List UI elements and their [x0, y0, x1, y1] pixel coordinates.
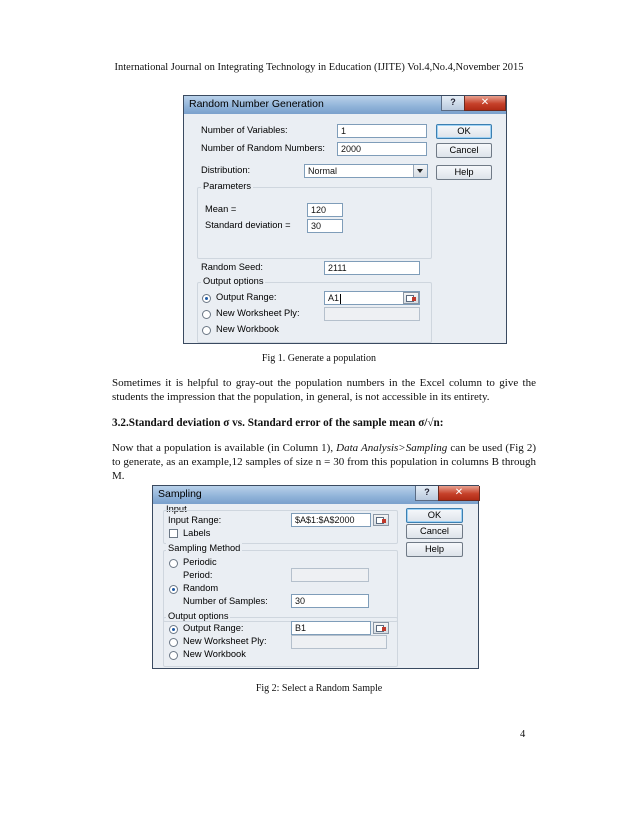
- heading-text: 3.2.Standard deviation σ vs. Standard error of the sample mean: [112, 417, 419, 429]
- ok-button[interactable]: OK: [436, 124, 492, 139]
- output-range-value: A1: [328, 293, 340, 303]
- dialog-titlebar: [153, 486, 478, 504]
- new-workbook-label: New Workbook: [183, 649, 246, 659]
- dialog-title: Random Number Generation: [189, 98, 324, 110]
- paragraph-2: [112, 441, 536, 483]
- input-range-label: Input Range:: [168, 515, 222, 525]
- figure-2-caption: Fig 2: Select a Random Sample: [255, 683, 383, 694]
- dialog-title: Sampling: [158, 488, 202, 500]
- distribution-value: Normal: [308, 166, 338, 176]
- labels-checkbox[interactable]: [169, 529, 178, 538]
- para2-menu-path: Data Analysis>Sampling: [336, 442, 448, 454]
- mean-input[interactable]: 120: [307, 203, 343, 217]
- seed-input[interactable]: 2111: [324, 261, 420, 275]
- heading-suffix: :: [439, 417, 444, 429]
- paragraph-1: Sometimes it is helpful to gray-out the population numbers in the Excel column to give the students the impression that the population, in general, is not accessible in its entirety.: [112, 377, 536, 403]
- random-number-generation-dialog: [183, 95, 507, 344]
- close-icon[interactable]: ✕: [464, 96, 506, 111]
- output-range-label: Output Range:: [216, 292, 277, 302]
- sd-input[interactable]: 30: [307, 219, 343, 233]
- new-workbook-radio[interactable]: [169, 651, 178, 660]
- labels-label: Labels: [183, 528, 211, 538]
- range-select-icon[interactable]: [373, 514, 389, 526]
- cancel-button[interactable]: Cancel: [406, 524, 463, 539]
- sd-label: Standard deviation =: [205, 220, 291, 230]
- random-radio[interactable]: [169, 585, 178, 594]
- new-workbook-radio[interactable]: [202, 326, 211, 335]
- output-options-label: Output options: [168, 611, 229, 621]
- dialog-body: [153, 504, 478, 668]
- journal-header: International Journal on Integrating Technology in Education (IJITE) Vol.4,No.4,November 2015: [114, 62, 524, 73]
- para2-part2: can be used (Fig 2) to generate, as an example,12 samples of size n = 30 from this population in columns B through M.: [112, 442, 537, 482]
- range-select-icon[interactable]: [373, 622, 389, 634]
- new-workbook-label: New Workbook: [216, 324, 279, 334]
- parameters-label: Parameters: [203, 181, 252, 191]
- section-heading: [112, 417, 444, 429]
- output-range-radio[interactable]: [202, 294, 211, 303]
- num-random-input[interactable]: 2000: [337, 142, 427, 156]
- help-icon[interactable]: ?: [415, 486, 439, 501]
- output-options-label: Output options: [203, 276, 264, 286]
- new-ply-label: New Worksheet Ply:: [183, 636, 267, 646]
- figure-1-caption: Fig 1. Generate a population: [261, 353, 377, 364]
- mean-label: Mean =: [205, 204, 237, 214]
- input-range-input[interactable]: $A$1:$A$2000: [291, 513, 371, 527]
- cancel-button[interactable]: Cancel: [436, 143, 492, 158]
- sampling-method-label: Sampling Method: [168, 543, 241, 553]
- new-ply-radio[interactable]: [169, 638, 178, 647]
- dialog-titlebar: [184, 96, 506, 114]
- new-ply-radio[interactable]: [202, 310, 211, 319]
- period-label: Period:: [183, 570, 213, 580]
- num-samples-input[interactable]: 30: [291, 594, 369, 608]
- output-range-radio[interactable]: [169, 625, 178, 634]
- chevron-down-icon[interactable]: [413, 165, 427, 177]
- close-icon[interactable]: ✕: [438, 486, 480, 501]
- new-ply-input[interactable]: [291, 635, 387, 649]
- random-label: Random: [183, 583, 219, 593]
- para2-part1: Now that a population is available (in Column 1),: [112, 442, 337, 454]
- ok-button[interactable]: OK: [406, 508, 463, 523]
- periodic-radio[interactable]: [169, 559, 178, 568]
- dialog-body: [184, 114, 506, 343]
- new-ply-input[interactable]: [324, 307, 420, 321]
- help-button[interactable]: Help: [436, 165, 492, 180]
- range-select-icon[interactable]: [403, 292, 419, 304]
- sampling-dialog: [152, 485, 479, 669]
- output-range-label: Output Range:: [183, 623, 244, 633]
- distribution-label: Distribution:: [201, 165, 251, 175]
- num-variables-input[interactable]: 1: [337, 124, 427, 138]
- new-ply-label: New Worksheet Ply:: [216, 308, 300, 318]
- output-range-input[interactable]: B1: [291, 621, 371, 635]
- distribution-select[interactable]: [304, 164, 428, 178]
- help-icon[interactable]: ?: [441, 96, 465, 111]
- seed-label: Random Seed:: [201, 262, 264, 272]
- input-group-label: Input: [166, 504, 187, 514]
- num-samples-label: Number of Samples:: [183, 596, 268, 606]
- heading-formula: σ/√n: [418, 417, 440, 429]
- help-button[interactable]: Help: [406, 542, 463, 557]
- num-variables-label: Number of Variables:: [201, 125, 288, 135]
- page-number: 4: [520, 729, 526, 740]
- period-input[interactable]: [291, 568, 369, 582]
- num-random-label: Number of Random Numbers:: [201, 143, 326, 153]
- periodic-label: Periodic: [183, 557, 217, 567]
